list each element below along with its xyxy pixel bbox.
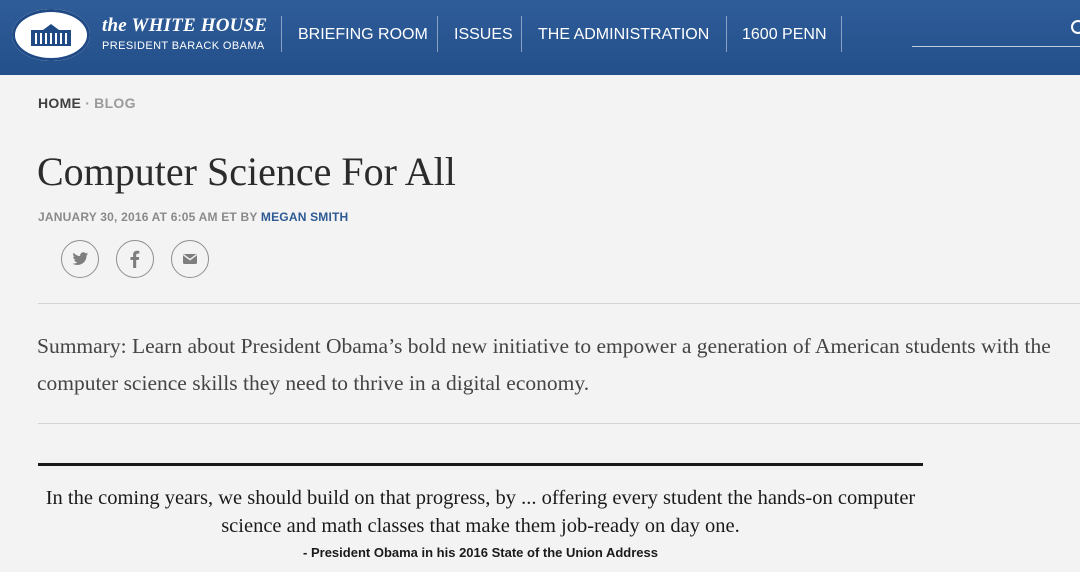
logo-title[interactable]: the WHITE HOUSE [102,15,268,36]
nav-1600-penn[interactable]: 1600 PENN [742,26,827,43]
page-title: Computer Science For All [37,149,456,194]
search-icon[interactable] [1071,20,1080,34]
white-house-seal-icon [29,22,73,48]
article-summary: Summary: Learn about President Obama’s bold new initiative to empower a generation of American students with the computer science skills they need to thrive in a digital economy. [37,334,1051,395]
share-twitter-button[interactable] [61,240,99,278]
top-navigation-bar [0,0,1080,75]
nav-divider [281,16,282,52]
email-icon [172,241,208,277]
white-house-logo[interactable] [12,9,90,61]
twitter-icon [62,241,98,277]
nav-divider [521,16,522,52]
logo-subtitle[interactable]: PRESIDENT BARACK OBAMA [102,40,265,52]
byline [38,210,348,224]
search-input[interactable] [912,16,1080,47]
nav-divider [841,16,842,52]
share-email-button[interactable] [171,240,209,278]
divider [38,423,1080,424]
nav-issues[interactable]: ISSUES [454,26,513,43]
breadcrumb [38,95,136,111]
nav-the-administration[interactable]: THE ADMINISTRATION [538,26,710,43]
breadcrumb-home-link[interactable]: HOME [38,95,82,111]
quote-text: In the coming years, we should build on that progress, by ... offering every student the hands-on computer science and math classes that make them job-ready on day one. [45,487,916,537]
share-facebook-button[interactable] [116,240,154,278]
nav-divider [437,16,438,52]
quote-rule [38,463,923,466]
nav-divider [726,16,727,52]
breadcrumb-separator: · [85,95,91,111]
quote-attribution: - President Obama in his 2016 State of the Union Address [303,545,658,560]
divider [38,303,1080,304]
nav-briefing-room[interactable]: BRIEFING ROOM [298,26,428,43]
breadcrumb-blog-link[interactable]: BLOG [94,95,136,111]
byline-author-link[interactable]: MEGAN SMITH [260,210,349,224]
facebook-icon [117,241,153,277]
byline-date: JANUARY 30, 2016 AT 6:05 AM ET BY [38,210,258,224]
